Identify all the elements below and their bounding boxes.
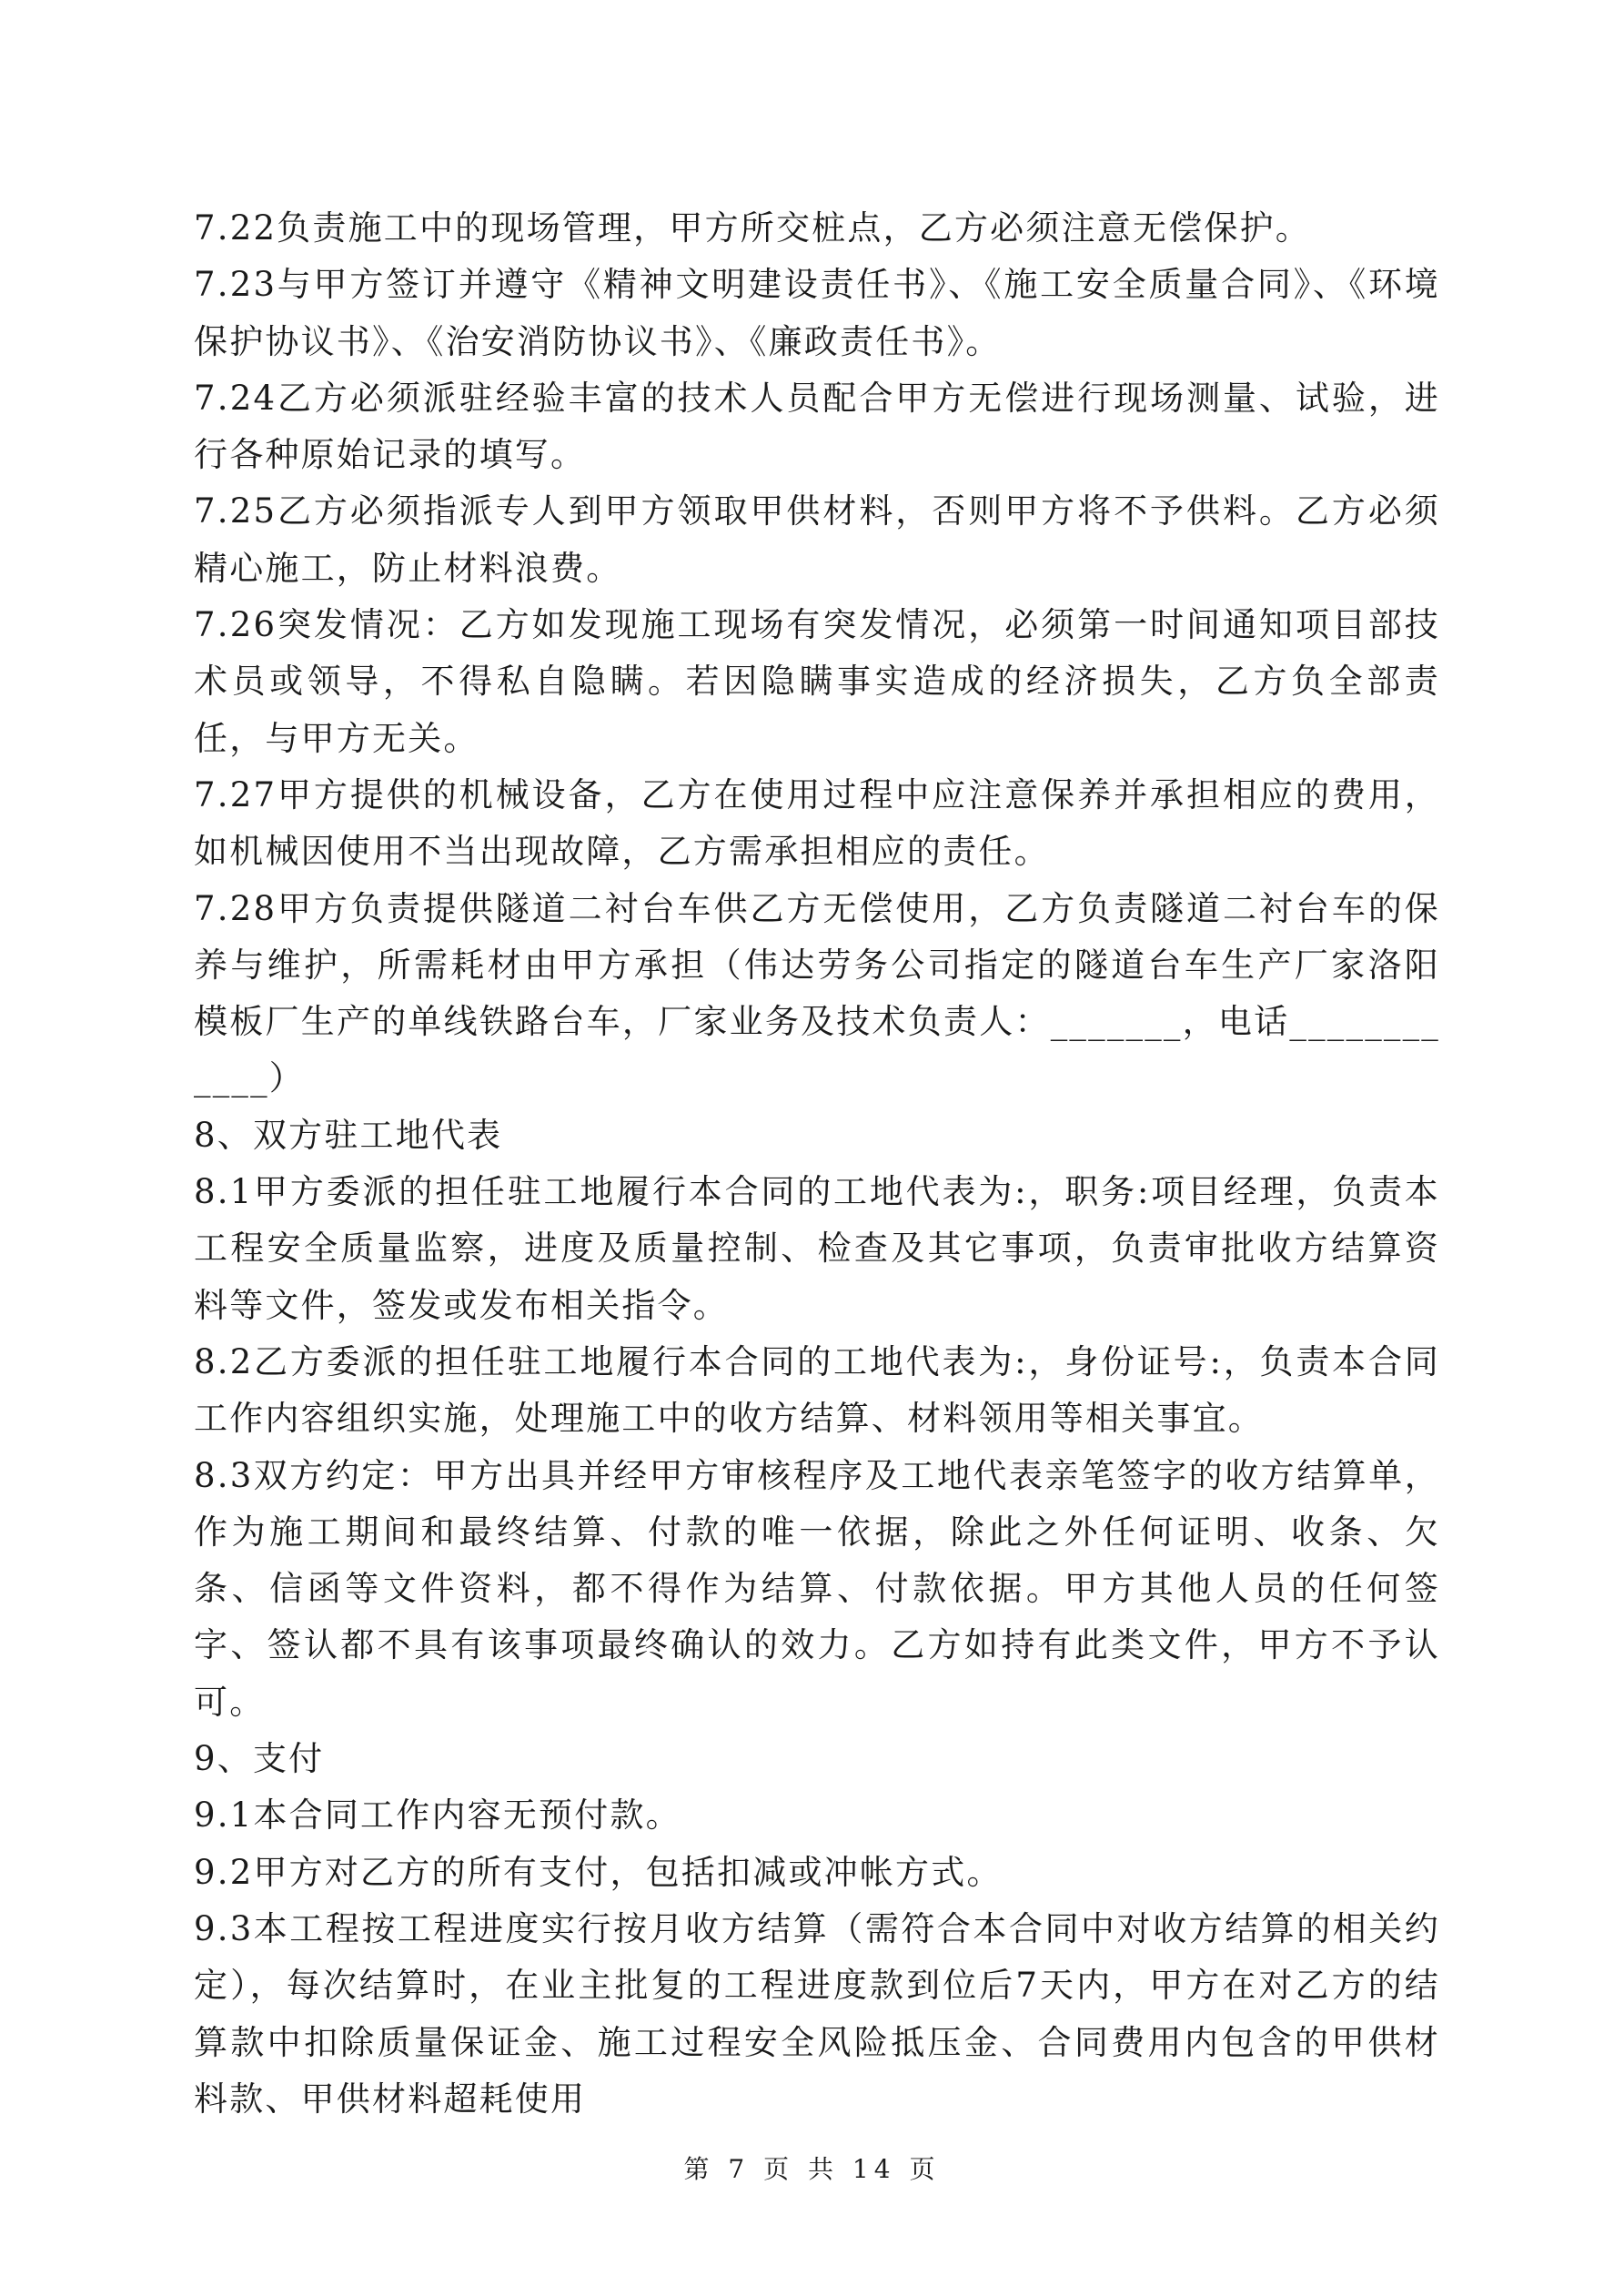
- paragraph-8-1: 8.1甲方委派的担任驻工地履行本合同的工地代表为:，职务:项目经理，负责本工程安全质量监察，进度及质量控制、检查及其它事项，负责审批收方结算资料等文件，签发或发布相关指令。: [194, 1172, 1440, 1325]
- paragraph-7-28: 7.28甲方负责提供隧道二衬台车供乙方无偿使用，乙方负责隧道二衬台车的保养与维护，所需耗材由甲方承担（伟达劳务公司指定的隧道台车生产厂家洛阳模板厂生产的单线铁路台车，厂家业务及技术负责人：_______，电话____________）: [194, 888, 1440, 1098]
- paragraph-9-1: 9.1本合同工作内容无预付款。: [194, 1795, 681, 1836]
- paragraph-8-2: 8.2乙方委派的担任驻工地履行本合同的工地代表为:，身份证号:，负责本合同工作内容组织实施，处理施工中的收方结算、材料领用等相关事宜。: [194, 1341, 1440, 1439]
- document-body: [194, 200, 1440, 2128]
- paragraph-7-24: 7.24乙方必须派驻经验丰富的技术人员配合甲方无偿进行现场测量、试验，进行各种原始记录的填写。: [194, 378, 1440, 475]
- page-number-footer: 第 7 页 共 14 页: [683, 2154, 941, 2184]
- paragraph-7-25: 7.25乙方必须指派专人到甲方领取甲供材料，否则甲方将不予供料。乙方必须精心施工，防止材料浪费。: [194, 491, 1440, 588]
- paragraph-9-3: 9.3本工程按工程进度实行按月收方结算（需符合本合同中对收方结算的相关约定），每次结算时，在业主批复的工程进度款到位后7天内，甲方在对乙方的结算款中扣除质量保证金、施工过程安全风险抵压金、合同费用内包含的甲供材料款、甲供材料超耗使用: [194, 1908, 1440, 2119]
- paragraph-8-3: 8.3双方约定：甲方出具并经甲方审核程序及工地代表亲笔签字的收方结算单，作为施工期间和最终结算、付款的唯一依据，除此之外任何证明、收条、欠条、信函等文件资料，都不得作为结算、付款依据。甲方其他人员的任何签字、签认都不具有该事项最终确认的效力。乙方如持有此类文件，甲方不予认可。: [194, 1455, 1440, 1722]
- paragraph-9-2: 9.2甲方对乙方的所有支付，包括扣减或冲帐方式。: [194, 1852, 1003, 1892]
- section-heading-9: 9、支付: [194, 1739, 325, 1779]
- paragraph-7-23: 7.23与甲方签订并遵守《精神文明建设责任书》、《施工安全质量合同》、《环境保护协议书》、《治安消防协议书》、《廉政责任书》。: [194, 265, 1440, 361]
- section-heading-8: 8、双方驻工地代表: [194, 1115, 503, 1155]
- paragraph-7-26: 7.26突发情况：乙方如发现施工现场有突发情况，必须第一时间通知项目部技术员或领导，不得私自隐瞒。若因隐瞒事实造成的经济损失，乙方负全部责任，与甲方无关。: [194, 605, 1440, 758]
- paragraph-7-22: 7.22负责施工中的现场管理，甲方所交桩点，乙方必须注意无偿保护。: [194, 208, 1311, 248]
- paragraph-7-27: 7.27甲方提供的机械设备，乙方在使用过程中应注意保养并承担相应的费用，如机械因使用不当出现故障，乙方需承担相应的责任。: [194, 774, 1440, 872]
